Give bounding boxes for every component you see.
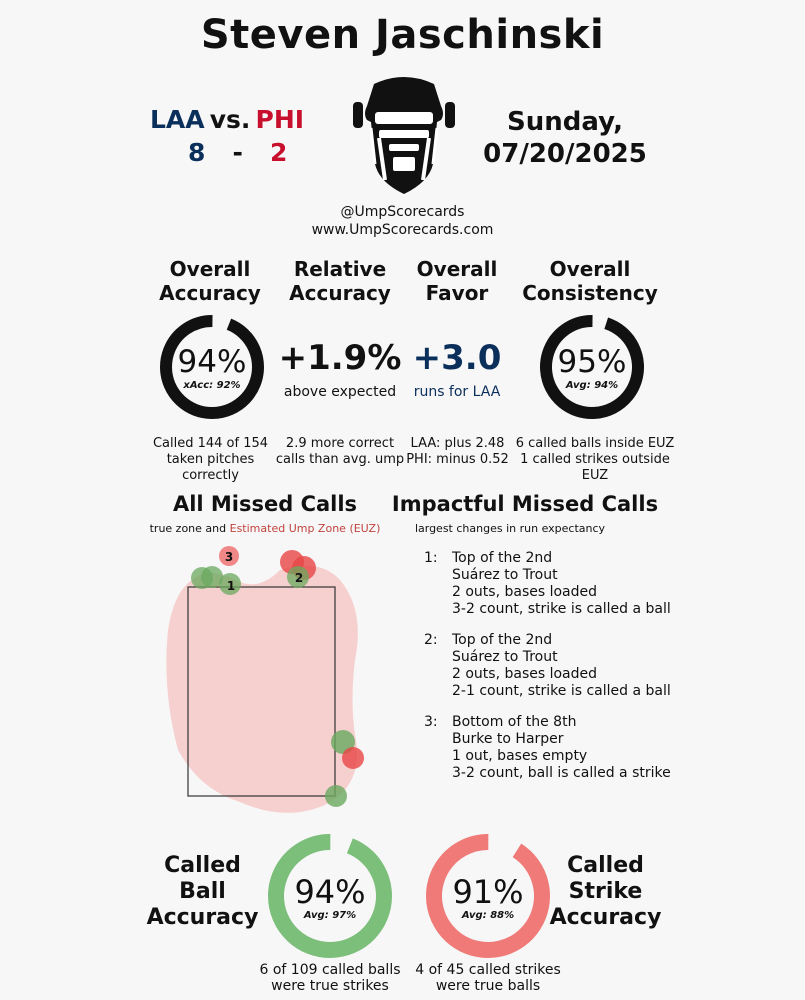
- overall-favor-sub: runs for LAA: [413, 384, 501, 400]
- euz-area: [166, 566, 357, 813]
- strike-accuracy-header-line1: Called: [567, 853, 644, 878]
- impactful-matchup: Suárez to Trout: [452, 649, 558, 665]
- ball-accuracy-header-line2: Ball: [179, 879, 226, 904]
- ball-accuracy-header: [140, 853, 265, 931]
- missed-call-marker: [342, 747, 364, 769]
- strike-accuracy-header: [543, 853, 668, 931]
- missed-call-label: 2: [294, 571, 304, 585]
- overall-consistency-header-line1: Overall: [549, 257, 631, 281]
- impactful-inning: Top of the 2nd: [452, 632, 553, 648]
- overall-accuracy-note-line1: Called 144 of 154: [152, 436, 269, 451]
- overall-favor-header-line1: Overall: [416, 257, 498, 281]
- impactful-num: 3:: [424, 714, 438, 730]
- impactful-matchup: Suárez to Trout: [452, 567, 558, 583]
- impactful-inning: Top of the 2nd: [452, 550, 553, 566]
- ball-accuracy-note-line2: were true strikes: [271, 978, 389, 994]
- impactful-item-2: [424, 632, 694, 700]
- strike-zone-plot: [150, 540, 390, 830]
- impactful-inning: Bottom of the 8th: [452, 714, 577, 730]
- impactful-matchup: Burke to Harper: [452, 731, 564, 747]
- missed-calls-subtitle: [130, 522, 400, 535]
- impactful-call: 2-1 count, strike is called a ball: [452, 683, 671, 699]
- overall-accuracy-note-line2: taken pitches correctly: [166, 452, 255, 483]
- relative-accuracy-header-line1: Relative: [293, 257, 387, 281]
- relative-accuracy-value: +1.9%: [278, 338, 402, 378]
- overall-accuracy-xacc: xAcc: 92%: [183, 380, 241, 391]
- overall-consistency-header-line2: Consistency: [522, 281, 658, 305]
- strike-accuracy-note-line1: 4 of 45 called strikes: [415, 962, 561, 978]
- overall-accuracy-note: [138, 436, 283, 484]
- twitter-handle: @UmpScorecards: [340, 204, 465, 220]
- home-team: PHI: [255, 105, 305, 134]
- umpire-name: Steven Jaschinski: [200, 12, 605, 58]
- overall-consistency-note: [505, 436, 685, 484]
- missed-call-label: 3: [224, 550, 234, 564]
- overall-consistency-value: 95%: [557, 344, 627, 380]
- overall-favor-value: +3.0: [412, 338, 502, 378]
- impactful-situation: 1 out, bases empty: [452, 748, 588, 764]
- score-dash: -: [232, 138, 243, 167]
- relative-accuracy-header: [270, 257, 410, 305]
- strike-accuracy-header-line3: Accuracy: [549, 905, 662, 930]
- missed-calls-subtitle-prefix: true zone and: [149, 522, 227, 535]
- overall-consistency-avg: Avg: 94%: [565, 380, 619, 391]
- home-score: 2: [269, 138, 288, 167]
- impactful-call: 3-2 count, strike is called a ball: [452, 601, 671, 617]
- impactful-item-1: [424, 550, 694, 618]
- impactful-subtitle: largest changes in run expectancy: [414, 522, 606, 535]
- ball-accuracy-header-line3: Accuracy: [146, 905, 259, 930]
- website: www.UmpScorecards.com: [311, 222, 494, 238]
- overall-favor-note: [400, 436, 515, 468]
- impactful-situation: 2 outs, bases loaded: [452, 666, 598, 682]
- missed-call-label: 1: [226, 579, 236, 593]
- game-date: [480, 106, 650, 170]
- impactful-item-3: [424, 714, 694, 782]
- relative-accuracy-note-line2: calls than avg. ump: [275, 452, 405, 467]
- impactful-title: Impactful Missed Calls: [391, 492, 659, 516]
- score: [188, 138, 318, 167]
- game-day: Sunday,: [507, 107, 623, 137]
- ball-accuracy-avg: Avg: 97%: [303, 910, 357, 921]
- relative-accuracy-header-line2: Accuracy: [289, 281, 391, 305]
- away-team: LAA: [150, 105, 205, 134]
- overall-accuracy-header: [140, 257, 280, 305]
- overall-consistency-note-line2: 1 called strikes outside EUZ: [520, 452, 670, 483]
- ball-accuracy-value: 94%: [294, 873, 366, 911]
- impactful-num: 1:: [424, 550, 438, 566]
- ball-accuracy-note-line1: 6 of 109 called balls: [259, 962, 401, 978]
- overall-accuracy-header-line2: Accuracy: [159, 281, 261, 305]
- overall-favor-header: [392, 257, 522, 305]
- strike-accuracy-note: [408, 962, 568, 994]
- relative-accuracy-note-line1: 2.9 more correct: [285, 436, 395, 451]
- overall-consistency-note-line1: 6 called balls inside EUZ: [515, 436, 675, 451]
- matchup: [150, 105, 320, 134]
- impactful-situation: 2 outs, bases loaded: [452, 584, 598, 600]
- overall-accuracy-header-line1: Overall: [169, 257, 251, 281]
- overall-favor-note-line1: LAA: plus 2.48: [410, 436, 505, 451]
- overall-consistency-header: [515, 257, 665, 305]
- strike-accuracy-avg: Avg: 88%: [461, 910, 515, 921]
- missed-calls-subtitle-euz: Estimated Ump Zone (EUZ): [229, 522, 381, 535]
- game-date-value: 07/20/2025: [483, 139, 647, 169]
- strike-accuracy-value: 91%: [452, 873, 524, 911]
- missed-calls-title: All Missed Calls: [172, 492, 358, 516]
- impactful-num: 2:: [424, 632, 438, 648]
- credits: [280, 203, 525, 239]
- overall-favor-note-line2: PHI: minus 0.52: [406, 452, 509, 467]
- impactful-call: 3-2 count, ball is called a strike: [452, 765, 671, 781]
- strike-accuracy-header-line2: Strike: [568, 879, 643, 904]
- missed-call-marker: [325, 785, 347, 807]
- umpire-mask-icon: [349, 72, 459, 200]
- relative-accuracy-sub: above expected: [283, 384, 397, 400]
- vs-label: vs.: [209, 105, 251, 134]
- relative-accuracy-note: [275, 436, 405, 468]
- strike-accuracy-note-line2: were true balls: [435, 978, 541, 994]
- ball-accuracy-header-line1: Called: [164, 853, 241, 878]
- away-score: 8: [188, 138, 206, 167]
- overall-favor-header-line2: Favor: [425, 281, 489, 305]
- overall-accuracy-value: 94%: [177, 344, 247, 380]
- ball-accuracy-note: [250, 962, 410, 994]
